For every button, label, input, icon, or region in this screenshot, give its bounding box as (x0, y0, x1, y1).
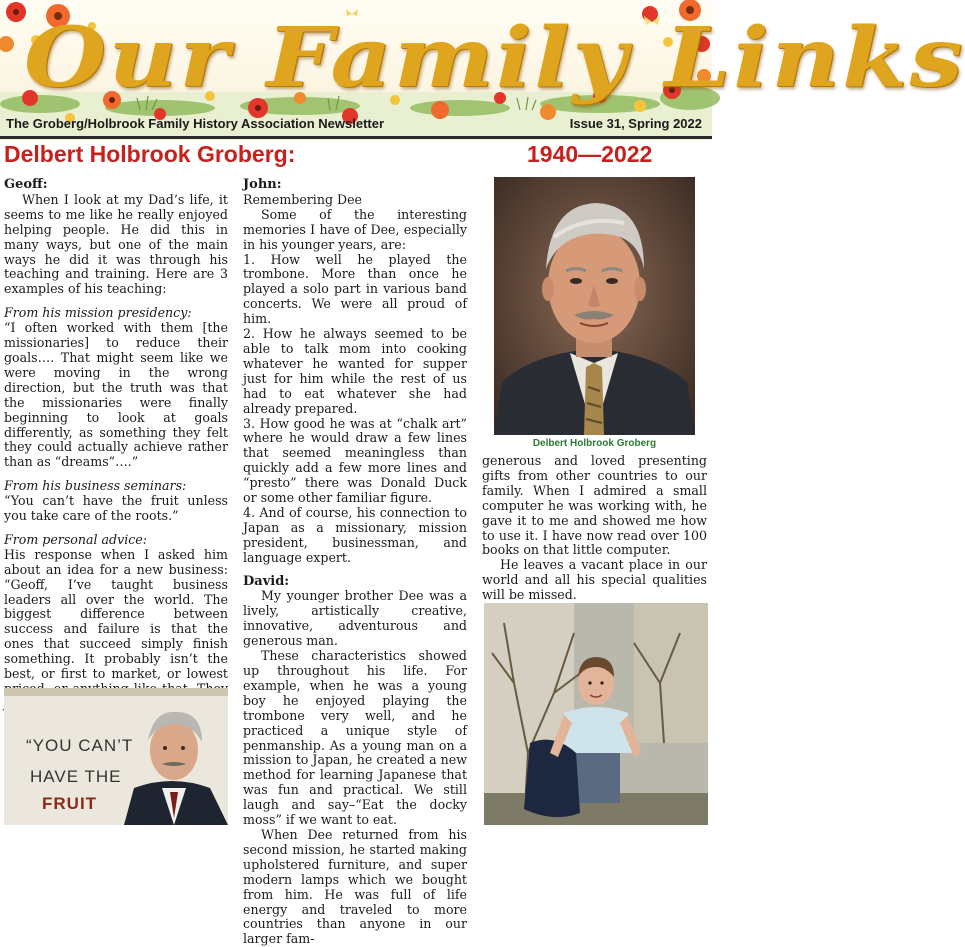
david-heading: David: (243, 573, 290, 589)
advice-text: His response when I asked him about an idea for a new business: “Geoff, I’ve taught business leaders all over the world. The biggest difference between success and failure is that the ones that succeed simply finish something. It probably isn’t the best, or first to market, or lowest (4, 546, 228, 682)
article-years: 1940—2022 (527, 141, 653, 167)
newsletter-title: Our Family Links (24, 10, 965, 106)
portrait-caption: Delbert Holbrook Groberg (532, 438, 657, 449)
geoff-heading: Geoff: (4, 177, 48, 192)
john-subheading: Remembering Dee (243, 191, 363, 207)
memory-item-1: 1. How well he played the trombone. More than once he played a solo part in various band concerts. We were all proud of him. (243, 251, 467, 327)
issue-label: Issue 31, Spring 2022 (569, 116, 702, 131)
advice-heading: From personal advice: (4, 531, 147, 547)
whiteboard-photo (4, 688, 228, 825)
geoff-intro: When I look at my Dad’s life, it seems to me like he really enjoyed helping people. He did this in many ways, but one of the main ways he did it was through his teaching and training. Here are 3 examples of his teaching: (4, 191, 228, 297)
masthead-divider (0, 136, 712, 139)
column-david-continued (482, 454, 707, 603)
column-john-david (243, 178, 467, 947)
david-paragraph-3: When Dee returned from his second mission, he started making upholstered furniture, and super modern lamps which we bought from him. He was full of life energy and traveled to more countries than anyone in our larger fam- (243, 826, 467, 947)
continued-paragraph-2: He leaves a vacant place in our world and all his special qualities will be missed. (482, 557, 707, 603)
seminar-quote: “You can’t have the fruit unless you take care of the roots.” (4, 493, 228, 524)
whiteboard-line-1: “YOU CAN’T (26, 736, 134, 755)
whiteboard-line-2: HAVE THE (30, 767, 122, 786)
memory-item-4: 4. And of course, his connection to Japan as a missionary, mission president, businessman, and language expert. (243, 504, 467, 565)
childhood-photo (484, 603, 708, 825)
column-geoff (4, 178, 228, 727)
article-headline: Delbert Holbrook Groberg: (4, 141, 296, 167)
mission-heading: From his mission presidency: (4, 305, 192, 321)
masthead (0, 0, 965, 140)
memory-item-3: 3. How good he was at “chalk art” where he would draw a few lines that seemed meaningless than quickly add a few more lines and “presto” there was Donald Duck or some other familiar figure. (243, 415, 467, 506)
david-paragraph-1: My younger brother Dee was a lively, artistically creative, innovative, adventurous and generous man. (243, 588, 467, 649)
mission-quote: “I often worked with them [the missionaries] to reduce their goals…. That might seem like we were moving in the wrong direction, but the truth was that the missionaries were finally beginning to look at goals differently, as something they felt they could actually achieve rather than as “dreams”….” (4, 320, 228, 470)
continued-paragraph-1: generous and loved presenting gifts from other countries to our family. When I admired a small computer he was working with, he gave it to me and showed me how to use it. I have now read over 100 books on that little computer. (482, 453, 707, 558)
newsletter-subtitle: The Groberg/Holbrook Family History Association Newsletter (6, 116, 385, 131)
david-paragraph-2: These characteristics showed up throughout his life. For example, when he was a young boy he enjoyed playing the trombone very well, and he practiced a unique style of penmanship. As a young man on a mission to Japan, he created a new method for learning Japanese that was fun and practical. We still laugh and say–“Eat the docky moss” if we want to eat. (243, 648, 467, 828)
seminar-heading: From his business seminars: (4, 478, 187, 494)
memory-item-2: 2. How he always seemed to be able to talk mom into cooking whatever he wanted for supper just for him while the rest of us had to eat whatever she had already prepared. (243, 326, 467, 416)
portrait-photo (494, 177, 695, 435)
john-intro: Some of the interesting memories I have of Dee, especially in his younger years, are: (243, 206, 467, 252)
john-heading: John: (243, 177, 282, 192)
whiteboard-line-3: FRUIT (42, 794, 98, 813)
